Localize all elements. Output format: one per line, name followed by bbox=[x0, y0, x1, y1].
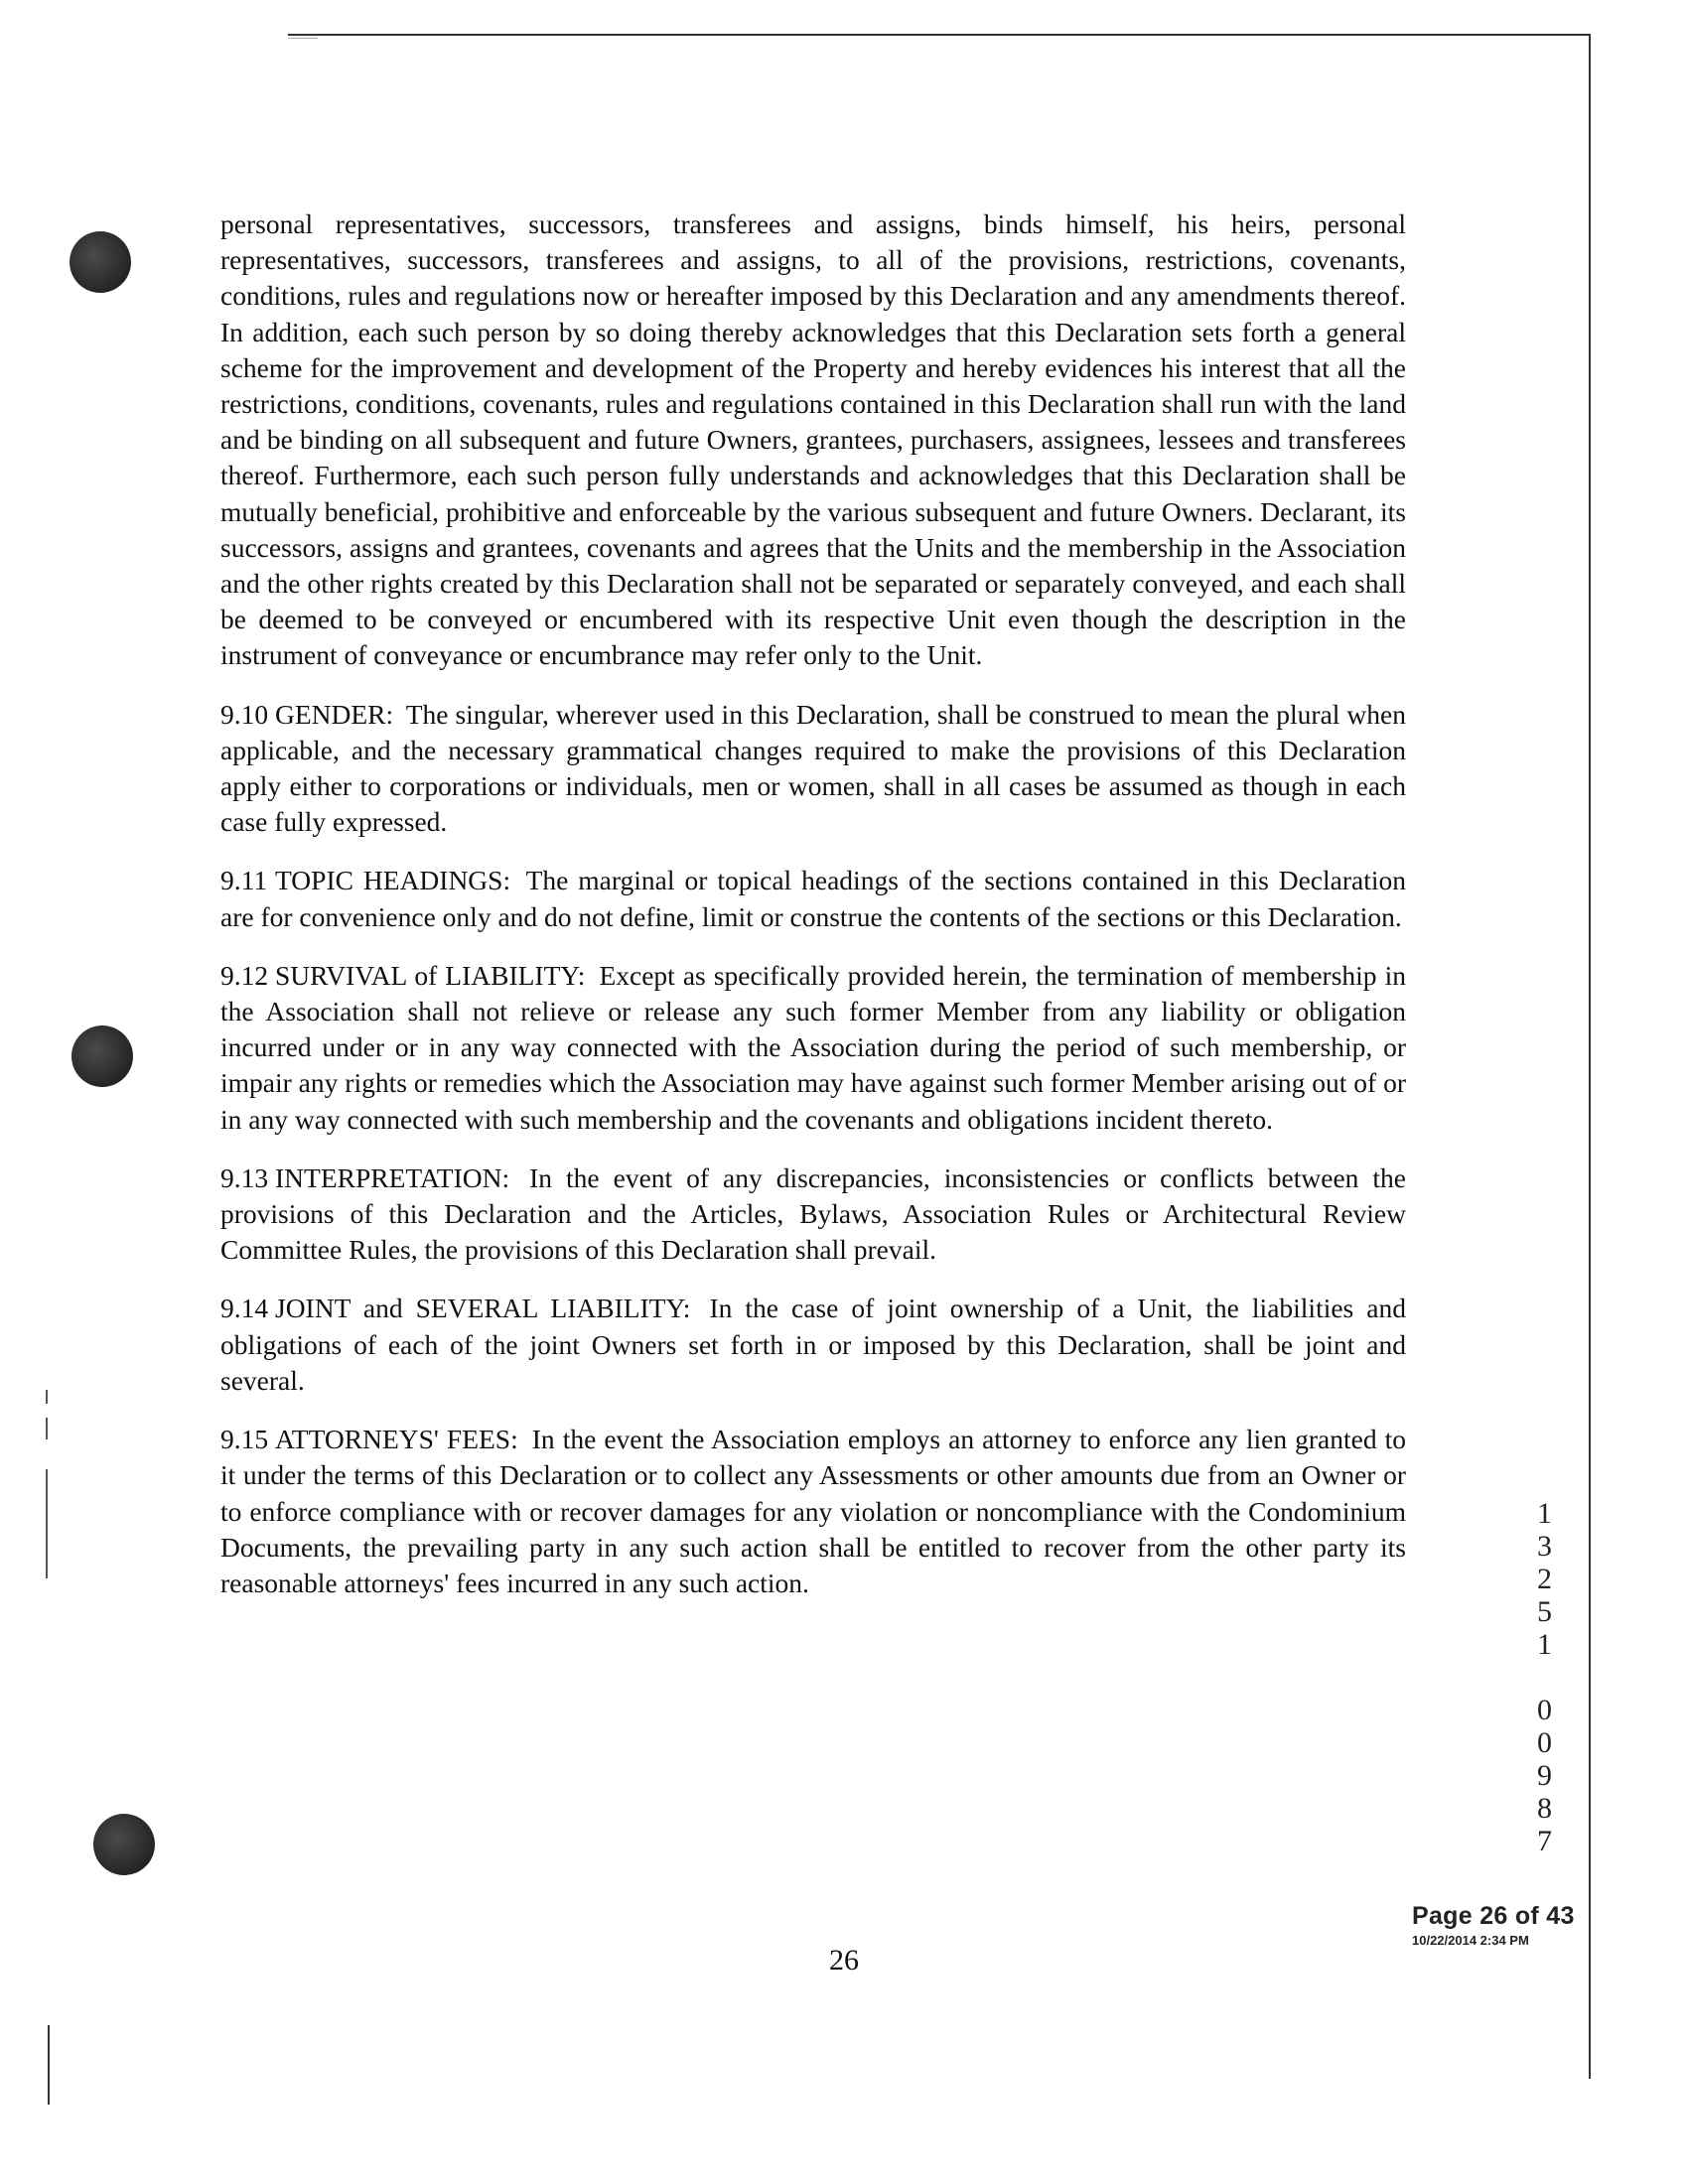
recording-number: 13251 00987 bbox=[1528, 1497, 1561, 1857]
section-text: The marginal or topical headings of the sections contained in this Declaration are for convenience only and do not define, limit or construe the contents of the sections or this Declaration. bbox=[220, 865, 1406, 932]
section-text: The singular, wherever used in this Declaration, shall be construed to mean the plural when applicable, and the necessary grammatical changes required to make the provisions of this Declaration apply either to corporations or individuals, men or women, shall in all cases be assumed as though in each case fully expressed. bbox=[220, 698, 1406, 838]
scan-right-border bbox=[1589, 34, 1591, 2079]
section-number: 9.10 bbox=[220, 698, 269, 730]
page-number: 26 bbox=[829, 1944, 859, 1977]
section-number: 9.13 bbox=[220, 1161, 269, 1193]
recording-stamp bbox=[1412, 1902, 1575, 1948]
punch-hole-top bbox=[70, 231, 131, 293]
section-9-14 bbox=[220, 1291, 1406, 1399]
intro-paragraph: personal representatives, successors, transferees and assigns, binds himself, his heirs, personal representatives, successors, transferees and assigns, to all of the provisions, restrictions, covenants, conditions, rules and regulations now or hereafter imposed by this Declaration and any amendments thereof. In addition, each such person by so doing thereby acknowledges that this Declaration sets forth a general scheme for the improvement and development of the Property and hereby evidences his interest that all the restrictions, conditions, covenants, rules and regulations contained in this Declaration shall run with the land and be binding on all subsequent and future Owners, grantees, purchasers, assignees, lessees and transferees thereof. Furthermore, each such person fully understands and acknowledges that this Declaration shall be mutually beneficial, prohibitive and enforceable by the various subsequent and future Owners. Declarant, its successors, assigns and grantees, covenants and agrees that the Units and the membership in the Association and the other rights created by this Declaration shall not be separated or separately conveyed, and each shall be deemed to be conveyed or encumbered with its respective Unit even though the description in the instrument of conveyance or encumbrance may refer only to the Unit. bbox=[220, 208, 1406, 671]
section-text: In the case of joint ownership of a Unit, the liabilities and obligations of each of the joint Owners set forth in or imposed by this Declaration, shall be joint and several. bbox=[220, 1293, 1406, 1396]
stamp-datetime: 10/22/2014 2:34 PM bbox=[1412, 1933, 1529, 1948]
scan-top-rule-faint bbox=[288, 38, 318, 39]
section-number: 9.15 bbox=[220, 1424, 269, 1455]
section-title: JOINT and SEVERAL LIABILITY: bbox=[275, 1293, 691, 1324]
section-title: GENDER: bbox=[275, 698, 394, 730]
scan-dash-mark bbox=[46, 1418, 48, 1439]
section-9-15 bbox=[220, 1422, 1406, 1601]
stamp-page-count: Page 26 of 43 bbox=[1412, 1902, 1575, 1930]
punch-hole-bottom bbox=[93, 1814, 155, 1875]
section-9-10 bbox=[220, 697, 1406, 841]
section-9-11 bbox=[220, 863, 1406, 934]
section-9-13 bbox=[220, 1160, 1406, 1269]
section-text: Except as specifically provided herein, the termination of membership in the Association shall not relieve or release any such former Member from any liability or obligation incurred under or in any way connected with the Association during the period of such membership, or impair any rights or remedies which the Association may have against such former Member arising out of or in any way connected with such membership and the covenants and obligations incident thereto. bbox=[220, 959, 1407, 1135]
scan-left-border bbox=[48, 2025, 50, 2105]
section-number: 9.14 bbox=[220, 1293, 269, 1324]
section-9-12 bbox=[220, 958, 1406, 1138]
scan-dash-mark bbox=[46, 1390, 48, 1404]
section-text: In the event the Association employs an attorney to enforce any lien granted to it under the terms of this Declaration or to collect any Assessments or other amounts due from an Owner or to enforce compliance with or recover damages for any violation or noncompliance with the Condominium Documents, the prevailing party in any such action shall be entitled to recover from the other party its reasonable attorneys' fees incurred in any such action. bbox=[220, 1424, 1406, 1598]
section-text: In the event of any discrepancies, inconsistencies or conflicts between the provisions of this Declaration and the Articles, Bylaws, Association Rules or Architectural Review Committee Rules, the provisions of this Declaration shall prevail. bbox=[220, 1161, 1406, 1266]
section-title: TOPIC HEADINGS: bbox=[275, 865, 511, 896]
section-title: SURVIVAL of LIABILITY: bbox=[275, 959, 586, 991]
section-title: INTERPRETATION: bbox=[275, 1161, 510, 1193]
section-number: 9.12 bbox=[220, 959, 269, 991]
section-title: ATTORNEYS' FEES: bbox=[275, 1424, 518, 1455]
section-number: 9.11 bbox=[220, 865, 268, 896]
declaration-body bbox=[220, 206, 1406, 1624]
scan-dash-mark bbox=[46, 1469, 48, 1578]
scan-top-rule bbox=[288, 34, 1591, 36]
punch-hole-middle bbox=[71, 1025, 133, 1087]
